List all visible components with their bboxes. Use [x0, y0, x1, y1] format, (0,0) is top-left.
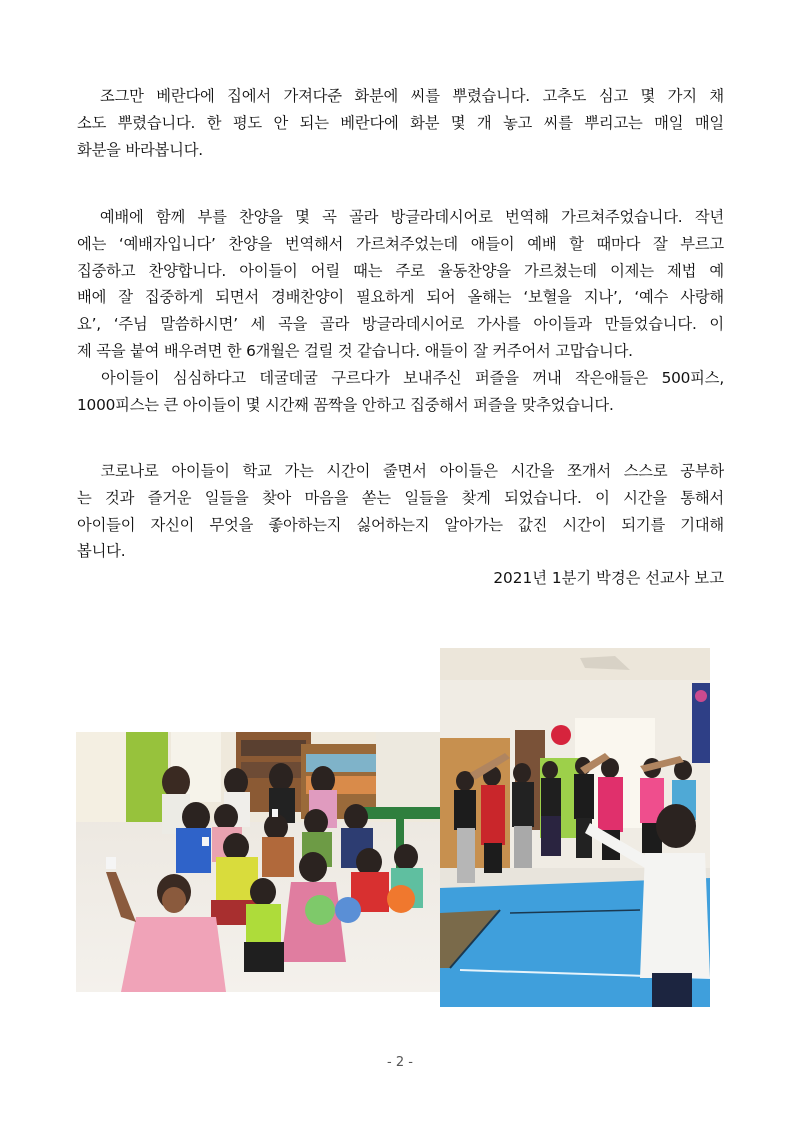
- text-line: 에는 ‘예배자입니다’ 찬양을 번역해서 가르쳐주었는데 애들이 예배 할 때마다 잘 부르고: [77, 234, 724, 253]
- photo-children-puzzles: [76, 732, 440, 992]
- text-line: 코로나로 아이들이 학교 가는 시간이 줄면서 아이들은 시간을 쪼개서 스스로 공부하: [77, 462, 724, 480]
- text-line: 배에 잘 집중하게 되면서 경배찬양이 필요하게 되어 올해는 ‘보혈을 지나’, ‘예수 사랑해: [77, 288, 724, 307]
- photo-worship-dance-image: [440, 648, 710, 1007]
- text-line: 예배에 함께 부를 찬양을 몇 곡 골라 방글라데시어로 번역해 가르쳐주었습니다. 작년: [77, 208, 724, 226]
- text-line: 1000피스는 큰 아이들이 몇 시간째 꼼짝을 안하고 집중해서 퍼즐을 맞추었습니다.: [77, 395, 614, 414]
- text-line: 봅니다.: [77, 542, 126, 561]
- text-line: 집중하고 찬양합니다. 아이들이 어릴 때는 주로 율동찬양을 가르쳤는데 이제는 제법 예: [77, 261, 724, 280]
- text-line: 소도 뿌렸습니다. 한 평도 안 되는 베란다에 화분 몇 개 놓고 씨를 뿌리고는 매일 매일: [77, 113, 724, 132]
- paragraph-1: [77, 83, 724, 163]
- text-line: 아이들이 심심하다고 데굴데굴 구르다가 보내주신 퍼즐을 꺼내 작은애들은 500피스,: [77, 368, 724, 387]
- photo-worship-dance: [440, 648, 710, 1007]
- text-line: 아이들이 자신이 무엇을 좋아하는지 싫어하는지 알아가는 값진 시간이 되기를 기대해: [77, 515, 724, 534]
- photo-children-puzzles-image: [76, 732, 440, 992]
- paragraph-2: [77, 204, 724, 418]
- paragraph-3: [77, 458, 724, 565]
- text-line: 제 곡을 붙여 배우려면 한 6개월은 걸릴 것 같습니다. 애들이 잘 커주어서 고맙습니다.: [77, 341, 633, 360]
- page-number: - 2 -: [387, 1055, 413, 1070]
- text-line: 요’, ‘주님 말씀하시면’ 세 곡을 골라 방글라데시어로 가사를 아이들과 만들었습니다. 이: [77, 315, 724, 334]
- text-line: 는 것과 즐거운 일들을 찾아 마음을 쏟는 일들을 찾게 되었습니다. 이 시간을 통해서: [77, 488, 724, 507]
- text-line: 화분을 바라봅니다.: [77, 140, 203, 159]
- text-line: 조그만 베란다에 집에서 가져다준 화분에 씨를 뿌렸습니다. 고추도 심고 몇 가지 채: [77, 87, 724, 105]
- report-signature: 2021년 1분기 박경은 선교사 보고: [493, 569, 724, 587]
